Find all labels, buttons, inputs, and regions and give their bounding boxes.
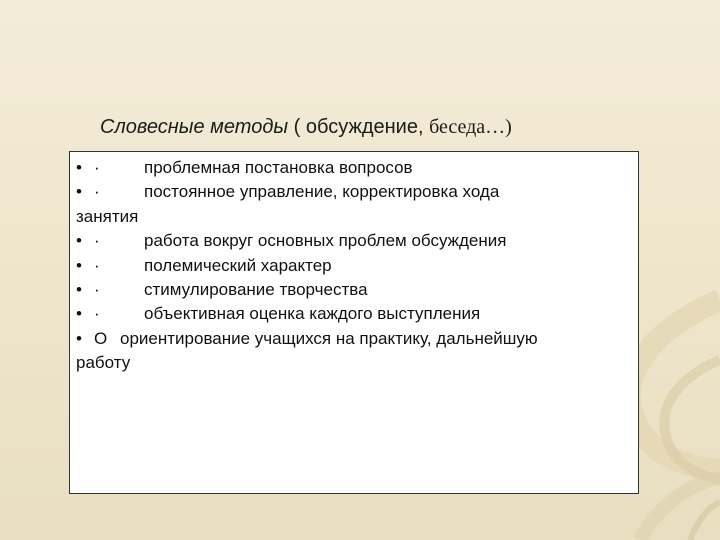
dot-marker-icon: · [94, 255, 100, 275]
list-item-text: объективная оценка каждого выступления [144, 304, 481, 324]
circle-marker-icon: O [94, 328, 108, 348]
dot-marker-icon: · [94, 231, 100, 251]
dot-marker-icon: · [94, 182, 100, 202]
list-item-text: стимулирование творчества [144, 279, 368, 299]
slide-title [100, 112, 512, 142]
list-item [76, 278, 638, 302]
list-item [76, 156, 638, 180]
dot-marker-icon: · [94, 304, 100, 324]
title-subtitle-part2: беседа…) [429, 116, 512, 138]
title-subtitle-part1: обсуждение, [305, 116, 430, 138]
list-item-text: постоянное управление, корректировка хода [144, 182, 500, 202]
title-paren-open: ( [288, 116, 306, 138]
list-item-text: полемический характер [144, 255, 332, 275]
dot-marker-icon: · [94, 158, 100, 177]
content-box [69, 151, 639, 494]
title-main: Словесные методы [100, 116, 289, 138]
bullet-icon: • [76, 255, 82, 275]
bullet-icon: • [76, 158, 82, 177]
list-item-text: работа вокруг основных проблем обсуждения [144, 231, 507, 251]
list-item [76, 254, 638, 278]
list-item [76, 229, 638, 253]
list-item-continuation: занятия [76, 206, 139, 226]
dot-marker-icon: · [94, 279, 100, 299]
bullet-icon: • [76, 182, 82, 202]
bullet-icon: • [76, 328, 82, 348]
list-item [76, 302, 638, 326]
bullet-icon: • [76, 304, 82, 324]
bullet-icon: • [76, 279, 82, 299]
list-item-continuation: работу [76, 353, 131, 373]
list-item-text: ориентирование учащихся на практику, дальнейшую [120, 328, 538, 348]
bullet-icon: • [76, 231, 82, 251]
list-item [76, 180, 638, 204]
list-item [76, 327, 638, 351]
list-item-text: проблемная постановка вопросов [144, 158, 413, 177]
